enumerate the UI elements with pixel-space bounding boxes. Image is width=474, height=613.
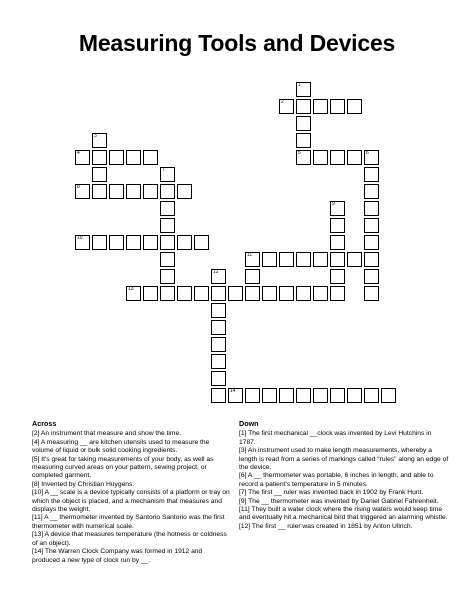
grid-cell[interactable] [177, 286, 192, 301]
grid-cell[interactable] [330, 388, 345, 403]
down-clue: [12] The first __ ruler was created in 1851 by Anton Ullrich. [239, 522, 413, 530]
clue-number: 7 [162, 167, 165, 173]
grid-cell[interactable] [245, 252, 260, 267]
grid-cell[interactable] [126, 184, 141, 199]
grid-cell[interactable] [126, 235, 141, 250]
grid-cell[interactable] [364, 184, 379, 199]
across-clue: [4] A measuring __ are kitchen utensils used to measure the volume of liquid or bulk solid cooking ingredients. [32, 438, 210, 455]
grid-cell[interactable] [211, 320, 226, 335]
grid-cell[interactable] [330, 218, 345, 233]
clue-number: 8 [77, 184, 80, 190]
grid-cell[interactable] [279, 252, 294, 267]
grid-cell[interactable] [347, 388, 362, 403]
grid-cell[interactable] [75, 184, 90, 199]
grid-cell[interactable] [347, 252, 362, 267]
clue-number: 13 [128, 286, 134, 292]
grid-cell[interactable] [126, 286, 141, 301]
down-clue: [7] The first __ ruler was invented back in 1902 by Frank Hunt. [239, 489, 424, 497]
grid-cell[interactable] [109, 184, 124, 199]
grid-cell[interactable] [262, 286, 277, 301]
grid-cell[interactable] [364, 252, 379, 267]
down-clue: [9] The __ thermometer was invented by Daniel Gabriel Fahrenheit. [239, 497, 439, 505]
across-clue: [10] A __ scale is a device typically consists of a platform or tray on which the object is placed, and a mechanism that measures and displays the weight. [32, 489, 230, 514]
grid-cell[interactable] [364, 218, 379, 233]
across-heading: Across [32, 419, 57, 428]
page-title: Measuring Tools and Devices [78, 30, 396, 56]
grid-cell[interactable] [364, 269, 379, 284]
down-heading: Down [239, 419, 259, 428]
grid-cell[interactable] [75, 235, 90, 250]
grid-cell[interactable] [330, 252, 345, 267]
grid-cell[interactable] [296, 388, 311, 403]
grid-cell[interactable] [143, 150, 158, 165]
grid-cell[interactable] [211, 269, 226, 284]
clue-number: 11 [247, 252, 253, 258]
down-clue: [6] A __ thermometer was portable, 6 inches in length, and able to record a patient's temperature in 5 minutes. [239, 472, 434, 488]
grid-cell[interactable] [92, 133, 107, 148]
grid-cell[interactable] [194, 235, 209, 250]
clue-number: 6 [366, 150, 369, 156]
grid-cell[interactable] [160, 235, 175, 250]
clue-number: 2 [281, 99, 284, 105]
clue-number: 1 [298, 82, 301, 88]
across-clue: [5] It's great for taking measurements of your body, as well as measuring curved areas on your pattern, sewing project, or completed garment. [32, 455, 214, 480]
grid-cell[interactable] [245, 269, 260, 284]
clue-number: 3 [94, 133, 97, 139]
grid-cell[interactable] [92, 235, 107, 250]
grid-cell[interactable] [211, 354, 226, 369]
grid-cell[interactable] [160, 167, 175, 182]
across-clue: [2] An instrument that measure and show the time. [32, 430, 182, 438]
down-clue: [11] They built a water clock where the rising waters would keep time and eventually hit a mechanical bird that triggered an alarming whistle. [239, 506, 448, 522]
grid-cell[interactable] [296, 150, 311, 165]
grid-cell[interactable] [313, 150, 328, 165]
grid-cell[interactable] [364, 235, 379, 250]
grid-cell[interactable] [126, 150, 141, 165]
grid-cell[interactable] [194, 286, 209, 301]
grid-cell[interactable] [92, 167, 107, 182]
grid-cell[interactable] [296, 286, 311, 301]
grid-cell[interactable] [228, 388, 243, 403]
grid-cell[interactable] [143, 184, 158, 199]
grid-cell[interactable] [92, 184, 107, 199]
grid-cell[interactable] [330, 201, 345, 216]
grid-cell[interactable] [347, 99, 362, 114]
grid-cell[interactable] [228, 286, 243, 301]
across-clues [32, 420, 230, 565]
grid-cell[interactable] [364, 167, 379, 182]
grid-cell[interactable] [313, 252, 328, 267]
grid-cell[interactable] [330, 286, 345, 301]
grid-cell[interactable] [347, 150, 362, 165]
grid-cell[interactable] [211, 286, 226, 301]
grid-cell[interactable] [296, 82, 311, 97]
grid-cell[interactable] [177, 235, 192, 250]
across-clue: [11] A __ thermometer invented by Santorio Santorio was the first thermometer with numerical scale. [32, 514, 225, 530]
grid-cell[interactable] [143, 286, 158, 301]
grid-cell[interactable] [211, 371, 226, 386]
grid-cell[interactable] [330, 99, 345, 114]
grid-cell[interactable] [313, 99, 328, 114]
grid-cell[interactable] [279, 286, 294, 301]
grid-cell[interactable] [364, 201, 379, 216]
down-clue: [1] The first mechanical __clock was invented by Levi Hutchins in 1787. [239, 430, 432, 446]
grid-cell[interactable] [330, 150, 345, 165]
grid-cell[interactable] [160, 184, 175, 199]
grid-cell[interactable] [313, 388, 328, 403]
grid-cell[interactable] [364, 150, 379, 165]
grid-cell[interactable] [160, 201, 175, 216]
grid-cell[interactable] [313, 286, 328, 301]
grid-cell[interactable] [109, 235, 124, 250]
across-clue: [14] The Warren Clock Company was formed in 1912 and produced a new type of clock run by __. [32, 548, 203, 564]
clue-number: 14 [230, 388, 236, 394]
clue-number: 12 [213, 269, 219, 275]
clue-number: 5 [298, 150, 301, 156]
grid-cell[interactable] [245, 388, 260, 403]
grid-cell[interactable] [245, 286, 260, 301]
grid-cell[interactable] [296, 99, 311, 114]
across-clue: [13] A device that measures temperature (the hotness or coldness of an object). [32, 531, 227, 547]
down-clues [239, 420, 449, 531]
grid-cell[interactable] [364, 388, 379, 403]
grid-cell[interactable] [109, 150, 124, 165]
grid-cell[interactable] [160, 218, 175, 233]
grid-cell[interactable] [160, 252, 175, 267]
clue-number: 10 [77, 235, 83, 241]
grid-cell[interactable] [279, 99, 294, 114]
grid-cell[interactable] [330, 235, 345, 250]
grid-cell[interactable] [296, 252, 311, 267]
grid-cell[interactable] [381, 388, 396, 403]
grid-cell[interactable] [211, 388, 226, 403]
grid-cell[interactable] [75, 150, 90, 165]
grid-cell[interactable] [330, 269, 345, 284]
grid-cell[interactable] [296, 116, 311, 131]
grid-cell[interactable] [262, 252, 277, 267]
grid-cell[interactable] [296, 133, 311, 148]
grid-cell[interactable] [279, 388, 294, 403]
down-clue: [3] An instrument used to make length measurements, whereby a length is read from a series of markings called "rules" along an edge of the device. [239, 447, 449, 472]
grid-cell[interactable] [143, 235, 158, 250]
clue-number: 4 [77, 150, 80, 156]
grid-cell[interactable] [211, 303, 226, 318]
grid-cell[interactable] [177, 184, 192, 199]
clue-number: 9 [332, 201, 335, 207]
grid-cell[interactable] [211, 337, 226, 352]
grid-cell[interactable] [160, 286, 175, 301]
across-clue: [8] Invented by Christian Huygens. [32, 480, 135, 488]
grid-cell[interactable] [92, 150, 107, 165]
grid-cell[interactable] [160, 269, 175, 284]
grid-cell[interactable] [262, 388, 277, 403]
grid-cell[interactable] [364, 286, 379, 301]
